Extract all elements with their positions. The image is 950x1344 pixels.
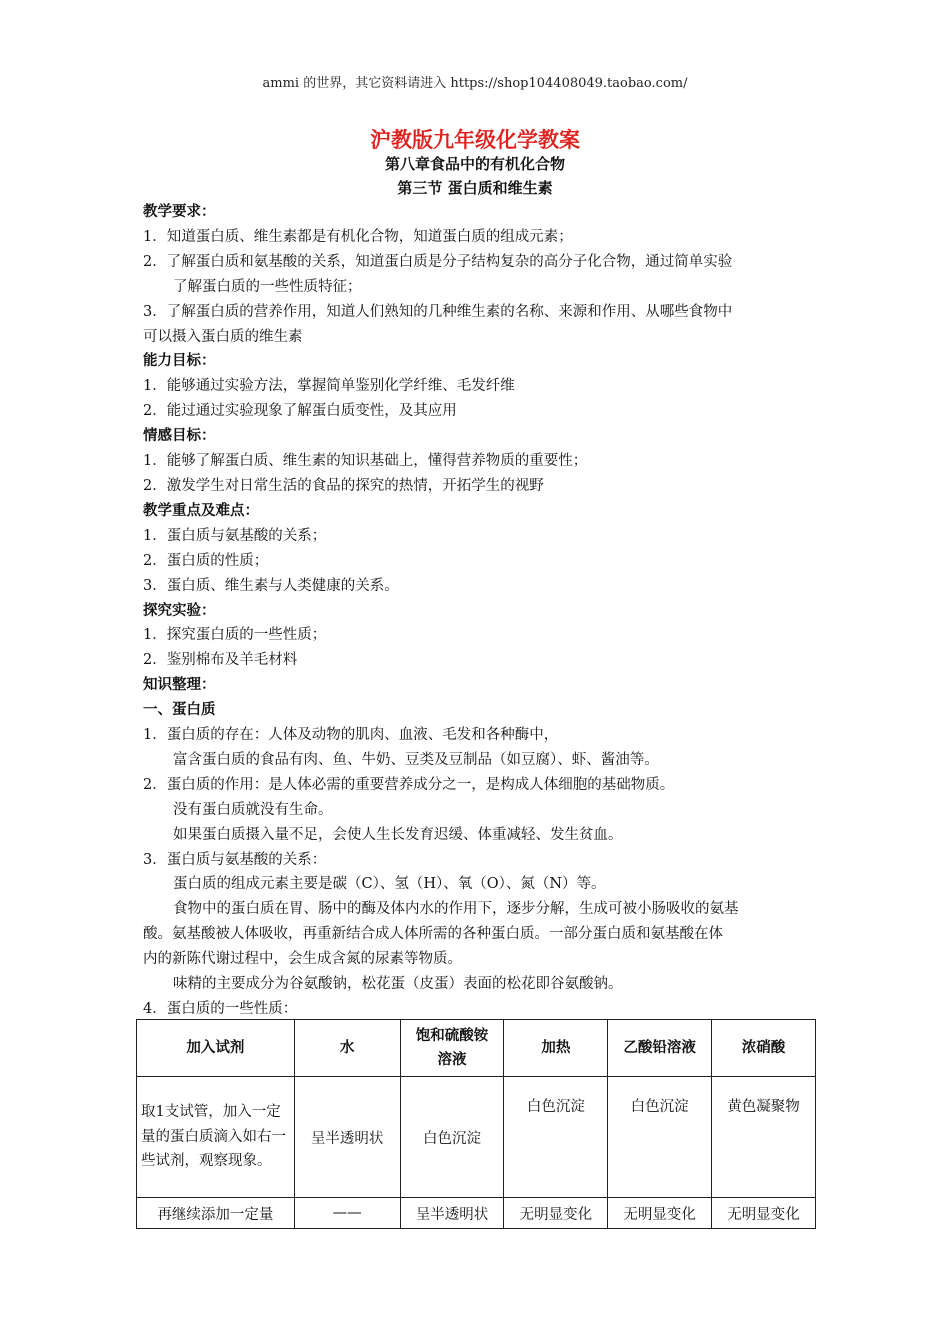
section-title: 第三节 蛋白质和维生素 — [397, 179, 553, 197]
knowledge-heading: 知识整理： — [143, 677, 216, 694]
protein-foods: 富含蛋白质的食品有肉、鱼、牛奶、豆类及豆制品（如豆腐）、虾、酱油等。 — [173, 751, 659, 768]
emotional-goal-item: 1．能够了解蛋白质、维生素的知识基础上，懂得营养物质的重要性； — [143, 453, 588, 470]
table-cell: 再继续添加一定量 — [137, 1198, 295, 1229]
teaching-requirements-heading: 教学要求： — [143, 204, 216, 220]
emotional-goals-heading: 情感目标： — [143, 428, 216, 445]
table-cell: 取1支试管，加入一定量的蛋白质滴入如右一些试剂，观察现象。 — [137, 1077, 295, 1198]
protein-properties-heading: 4．蛋白质的一些性质： — [143, 1001, 298, 1017]
requirement-item: 3．了解蛋白质的营养作用，知道人们熟知的几种维生素的名称、来源和作用、从哪些食物中 — [143, 303, 733, 320]
table-cell: 无明显变化 — [504, 1198, 608, 1229]
ability-goal-item: 1．能够通过实验方法，掌握简单鉴别化学纤维、毛发纤维 — [143, 378, 515, 395]
header-line: 溶液 — [437, 1052, 467, 1068]
experiment-item: 2．鉴别棉布及羊毛材料 — [143, 652, 298, 669]
table-header-cell: 水 — [294, 1020, 400, 1077]
protein-part-heading: 一、蛋白质 — [143, 702, 216, 719]
protein-elements: 蛋白质的组成元素主要是碳（C）、氢（H）、氧（O）、氮（N）等。 — [173, 876, 606, 893]
protein-digestion-1: 食物中的蛋白质在胃、肠中的酶及体内水的作用下，逐步分解，生成可被小肠吸收的氨基 — [173, 901, 739, 918]
table-cell: 无明显变化 — [608, 1198, 712, 1229]
document-body — [143, 200, 813, 1022]
table-cell: 黄色凝聚物 — [712, 1077, 816, 1198]
key-point-item: 2．蛋白质的性质； — [143, 552, 269, 569]
protein-existence: 1．蛋白质的存在：人体及动物的肌肉、血液、毛发和各种酶中， — [143, 727, 559, 744]
chapter-title: 第八章食品中的有机化合物 — [384, 155, 565, 173]
table-header-row — [137, 1020, 816, 1077]
document-title: 沪教版九年级化学教案 — [370, 128, 580, 152]
table-row — [137, 1198, 816, 1229]
requirement-item: 1．知道蛋白质、维生素都是有机化合物，知道蛋白质的组成元素； — [143, 228, 573, 245]
key-points-heading: 教学重点及难点： — [143, 502, 259, 519]
ability-goal-item: 2．能过通过实验现象了解蛋白质变性，及其应用 — [143, 403, 457, 420]
msg-note: 味精的主要成分为谷氨酸钠，松花蛋（皮蛋）表面的松花即谷氨酸钠。 — [173, 976, 623, 993]
protein-amino-relation: 3．蛋白质与氨基酸的关系： — [143, 851, 327, 868]
table-header-cell: 加热 — [504, 1020, 608, 1077]
header-line: 饱和硫酸铵 — [415, 1028, 489, 1044]
key-point-item: 1．蛋白质与氨基酸的关系； — [143, 527, 327, 544]
header-note: ammi 的世界，其它资料请进入 https://shop104408049.taobao.com/ — [262, 76, 688, 91]
protein-properties-table — [136, 1019, 816, 1229]
requirement-item-continued: 可以摄入蛋白质的维生素 — [143, 328, 303, 345]
protein-digestion-2: 酸。氨基酸被人体吸收，再重新结合成人体所需的各种蛋白质。一部分蛋白质和氨基酸在体 — [143, 926, 723, 943]
ability-goals-heading: 能力目标： — [143, 353, 216, 370]
table-header-cell — [400, 1020, 504, 1077]
experiment-item: 1．探究蛋白质的一些性质； — [143, 627, 327, 644]
table-header-cell: 乙酸铅溶液 — [608, 1020, 712, 1077]
protein-deficiency: 如果蛋白质摄入量不足，会使人生长发育迟缓、体重减轻、发生贫血。 — [173, 826, 623, 843]
table-header-cell: 加入试剂 — [137, 1020, 295, 1077]
table-cell: 呈半透明状 — [400, 1198, 504, 1229]
emotional-goal-item: 2．激发学生对日常生活的食品的探究的热情，开拓学生的视野 — [143, 477, 544, 494]
table-cell: 无明显变化 — [712, 1198, 816, 1229]
protein-digestion-3: 内的新陈代谢过程中，会生成含氮的尿素等物质。 — [143, 951, 462, 968]
table-header-cell: 浓硝酸 — [712, 1020, 816, 1077]
key-point-item: 3．蛋白质、维生素与人类健康的关系。 — [143, 577, 399, 594]
table-cell: 白色沉淀 — [504, 1077, 608, 1198]
experiments-heading: 探究实验： — [143, 602, 216, 619]
requirement-item: 2．了解蛋白质和氨基酸的关系，知道蛋白质是分子结构复杂的高分子化合物，通过简单实验 — [143, 253, 733, 270]
table-row — [137, 1077, 816, 1198]
table-cell: 呈半透明状 — [294, 1077, 400, 1198]
requirement-item-continued: 了解蛋白质的一些性质特征； — [173, 278, 362, 295]
table-cell: 白色沉淀 — [400, 1077, 504, 1198]
protein-function: 2．蛋白质的作用：是人体必需的重要营养成分之一，是构成人体细胞的基础物质。 — [143, 776, 675, 793]
protein-function-note: 没有蛋白质就没有生命。 — [173, 801, 333, 818]
table-cell: —— — [294, 1198, 400, 1229]
table-cell: 白色沉淀 — [608, 1077, 712, 1198]
